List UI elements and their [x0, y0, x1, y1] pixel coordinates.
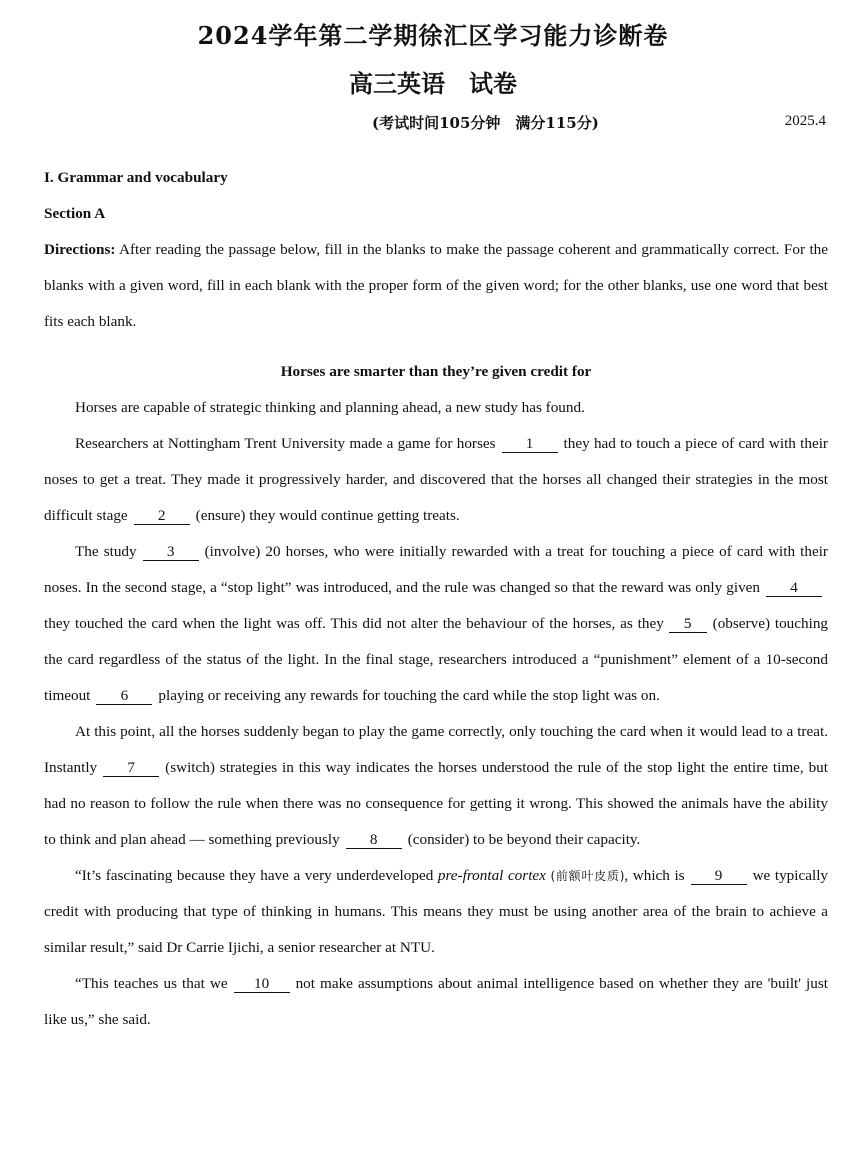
blank-10[interactable]: 10	[234, 975, 290, 993]
blank-1[interactable]: 1	[502, 435, 558, 453]
exam-title: 2024学年第二学期徐汇区学习能力诊断卷	[197, 21, 669, 50]
exam-date: 2025.4	[784, 113, 826, 129]
passage-paragraph-2: Researchers at Nottingham Trent University made a game for horses 1 they had to touch a piece of card with their noses to get a treat. They made it progressively harder, and discovered that the horses all changed their strategies in the most difficult stage 2 (ensure) they would continue getting treats.	[44, 435, 828, 524]
blank-4[interactable]: 4	[766, 579, 822, 597]
blank-8[interactable]: 8	[346, 831, 402, 849]
blank-6[interactable]: 6	[96, 687, 152, 705]
chinese-gloss: (前额叶皮质)	[550, 869, 625, 883]
passage-paragraph-3: The study 3 (involve) 20 horses, who were initially rewarded with a treat for touching a piece of card with their noses. In the second stage, a “stop light” was introduced, and the rule was changed so that the reward was only given 4they touched the card when the light was off. This did not alter the behaviour of the horses, as they 5 (observe) touching the card regardless of the status of the light. In the final stage, researchers introduced a “punishment” element of a 10-second timeout 6 playing or receiving any rewards for touching the card while the stop light was on.	[44, 543, 829, 704]
blank-2[interactable]: 2	[134, 507, 190, 525]
paper-label: 试卷	[469, 69, 517, 98]
blank-5[interactable]: 5	[669, 615, 707, 633]
blank-9[interactable]: 9	[691, 867, 747, 885]
exam-info: (考试时间105分钟 满分115分)	[372, 114, 599, 132]
blank-7[interactable]: 7	[103, 759, 159, 777]
exam-subtitle	[0, 64, 866, 99]
blank-3[interactable]: 3	[143, 543, 199, 561]
passage-paragraph-4: At this point, all the horses suddenly began to play the game correctly, only touching the card when it would lead to a treat. Instantly 7 (switch) strategies in this way indicates the horses understood the rule of the stop light the entire time, but had no reason to follow the rule when there was no consequence for getting it wrong. This showed the animals have the ability to think and plan ahead — something previously 8 (consider) to be beyond their capacity.	[44, 723, 828, 848]
part-heading: I. Grammar and vocabulary	[44, 169, 228, 186]
directions	[44, 232, 828, 340]
section-heading: Section A	[44, 205, 106, 222]
passage-paragraph-6: “This teaches us that we 10 not make assumptions about animal intelligence based on whether they are 'built' just like us,” she said.	[44, 975, 828, 1028]
passage-title: Horses are smarter than they’re given credit for	[280, 363, 592, 380]
term-prefrontal-cortex: pre-frontal cortex	[437, 867, 546, 884]
directions-label: Directions:	[44, 241, 116, 258]
exam-body	[44, 160, 828, 1038]
subject-label: 高三英语	[349, 69, 445, 98]
passage-paragraph-1: Horses are capable of strategic thinking and planning ahead, a new study has found.	[75, 399, 585, 416]
passage-paragraph-5: “It’s fascinating because they have a very underdeveloped pre-frontal cortex (前额叶皮质), which is 9 we typically credit with producing that type of thinking in humans. This means they must be using another area of the brain to achieve a similar result,” said Dr Carrie Ijichi, a senior researcher at NTU.	[44, 867, 829, 956]
directions-text: After reading the passage below, fill in the blanks to make the passage coherent and grammatically correct. For the blanks with a given word, fill in each blank with the proper form of the given word; for the other blanks, use one word that best fits each blank.	[44, 241, 828, 330]
